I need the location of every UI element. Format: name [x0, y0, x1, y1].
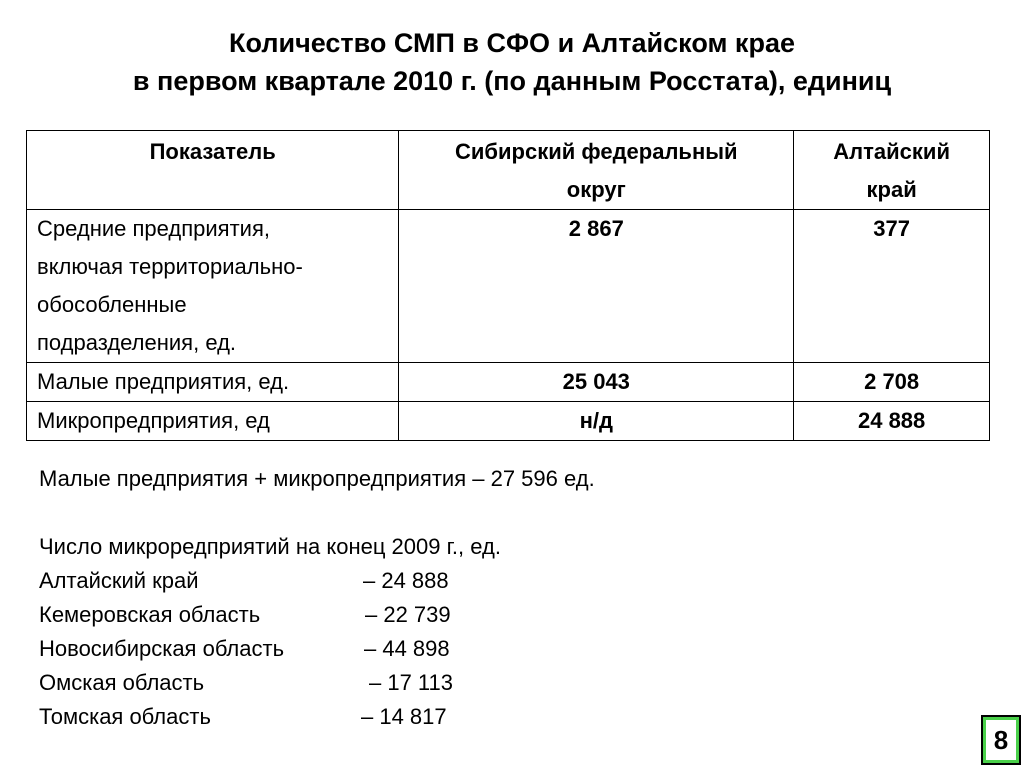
region-value: – 17 113	[369, 670, 454, 695]
header-sfo-line-1: Сибирский федеральный	[455, 139, 738, 164]
row-label-line: включая территориально-	[37, 254, 303, 279]
title-line-1: Количество СМП в СФО и Алтайском крае	[229, 28, 795, 58]
region-name: Омская область	[39, 670, 205, 695]
header-altai-line-1: Алтайский	[833, 139, 950, 164]
header-sfo	[399, 131, 794, 210]
title-line-2: в первом квартале 2010 г. (по данным Росстата), единиц	[132, 66, 892, 96]
value-sfo-medium: 2 867	[399, 210, 794, 363]
header-indicator	[27, 131, 399, 210]
row-label-medium	[27, 210, 399, 363]
slide-number: 8	[986, 720, 1016, 760]
list-item	[39, 632, 595, 666]
table-header-row	[27, 131, 990, 210]
row-label-line: обособленные	[37, 292, 187, 317]
list-item	[39, 564, 595, 598]
header-altai	[794, 131, 990, 210]
row-label-line: подразделения, ед.	[37, 330, 237, 355]
list-item	[39, 598, 595, 632]
value-sfo-small: 25 043	[399, 363, 794, 402]
region-value: – 24 888	[363, 568, 449, 593]
table-row	[27, 363, 990, 402]
value-altai-medium: 377	[794, 210, 990, 363]
value-altai-micro: 24 888	[794, 402, 990, 441]
sum-line: Малые предприятия + микропредприятия – 27 596 ед.	[39, 466, 595, 491]
region-value: – 44 898	[364, 636, 450, 661]
row-label-line: Малые предприятия, ед.	[37, 369, 290, 394]
notes-block	[39, 462, 595, 734]
region-name: Алтайский край	[39, 568, 199, 593]
list-item	[39, 666, 595, 700]
region-value: – 22 739	[365, 602, 451, 627]
row-label-line: Микропредприятия, ед	[37, 408, 270, 433]
row-label-micro	[27, 402, 399, 441]
header-indicator-label: Показатель	[149, 139, 276, 164]
table-row	[27, 210, 990, 363]
row-label-small	[27, 363, 399, 402]
region-name: Кемеровская область	[39, 602, 261, 627]
region-value: – 14 817	[361, 704, 447, 729]
regions-heading: Число микроредприятий на конец 2009 г., ед.	[39, 534, 501, 559]
list-item	[39, 700, 595, 734]
region-name: Новосибирская область	[39, 636, 285, 661]
slide-number-badge	[981, 715, 1021, 765]
value-sfo-micro: н/д	[399, 402, 794, 441]
smp-table	[26, 130, 990, 441]
value-altai-small: 2 708	[794, 363, 990, 402]
region-name: Томская область	[39, 704, 211, 729]
page-title	[0, 24, 1024, 100]
row-label-line: Средние предприятия,	[37, 216, 270, 241]
header-sfo-line-2: округ	[566, 177, 626, 202]
header-altai-line-2: край	[866, 177, 917, 202]
table-row	[27, 402, 990, 441]
